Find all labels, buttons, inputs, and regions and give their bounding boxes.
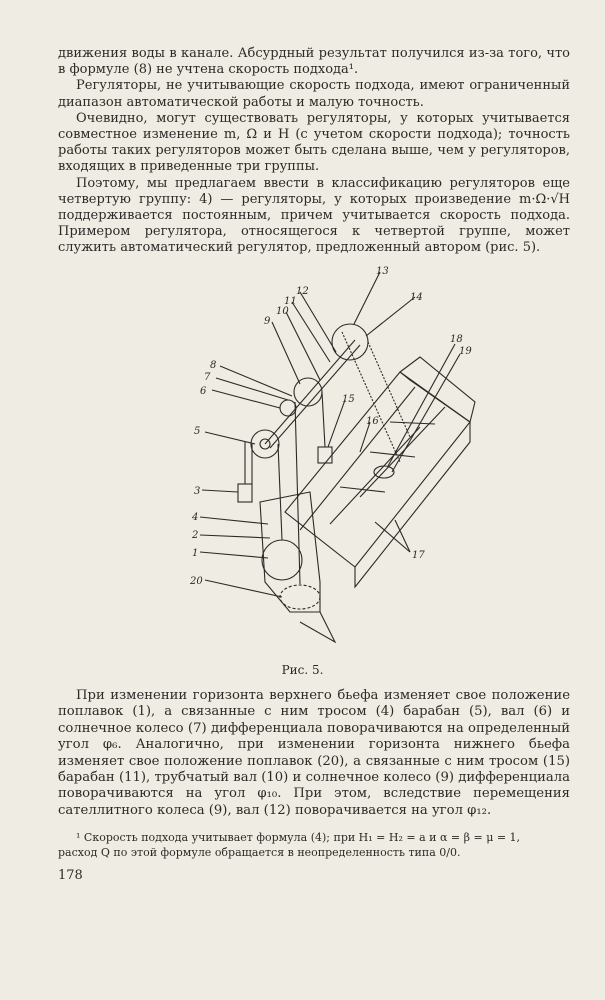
regulator-drawing	[170, 262, 490, 662]
footnote	[58, 830, 570, 860]
figure-label: 11	[284, 296, 297, 307]
figure-label: 2	[192, 530, 199, 541]
figure-label: 9	[264, 316, 271, 327]
paragraph: При изменении горизонта верхнего бьефа изменяет свое положение поплавок (1), а связанные с ним тросом (4) барабан (5), вал (6) и солнечное колесо (7) дифференциала поворачиваются на определенный угол φ₆. Аналогично, при изменении горизонта нижнего бьефа изменяет свое положение поплавок (20), а связанные с ним тросом (15) барабан (11), трубчатый вал (10) и солнечное колесо (9) дифференциала поворачиваются на угол φ₁₀. При этом, вследствие перемещения сателлитного колеса (9), вал (12) поворачивается на угол φ₁₂.	[58, 688, 570, 818]
figure-caption: Рис. 5.	[281, 663, 324, 677]
paragraph: Очевидно, могут существовать регуляторы, у которых учитывается совместное изменение m, Ω и H (с учетом скорости подхода); точность работы таких регуляторов может быть сделана выше, чем у регуляторов, входящих в приведенные три группы.	[58, 110, 570, 175]
figure-regulator-diagram	[170, 262, 490, 662]
figure-label: 1	[192, 548, 199, 559]
figure-label: 15	[342, 394, 355, 405]
paragraph: движения воды в канале. Абсурдный результат получился из-за того, что в формуле (8) не учтена скорость подхода¹.	[58, 46, 570, 78]
page-number: 178	[58, 868, 83, 883]
figure-label: 17	[412, 550, 425, 561]
paragraph: Поэтому, мы предлагаем ввести в классификацию регуляторов еще четвертую группу: 4) — регуляторы, у которых произведение m·Ω·√H поддерживается постоянным, причем учитывается скорость подхода. Примером регулятора, относящегося к четвертой группе, может служить автоматический регулятор, предложенный автором (рис. 5).	[58, 175, 570, 256]
figure-label: 13	[376, 266, 389, 277]
figure-label: 7	[204, 372, 211, 383]
text-block-top	[58, 46, 570, 257]
figure-label: 10	[276, 306, 289, 317]
figure-label: 6	[200, 386, 207, 397]
figure-label: 3	[194, 486, 201, 497]
footnote-line: ¹ Скорость подхода учитывает формула (4); при H₁ = H₂ = a и α = β = μ = 1,	[76, 831, 521, 844]
figure-label: 16	[366, 416, 379, 427]
figure-label: 18	[450, 334, 463, 345]
figure-label: 4	[192, 512, 199, 523]
figure-label: 12	[296, 286, 309, 297]
figure-label: 20	[190, 576, 203, 587]
text-block-bottom	[58, 688, 570, 819]
paragraph: Регуляторы, не учитывающие скорость подхода, имеют ограниченный диапазон автоматической работы и малую точность.	[58, 78, 570, 110]
footnote-line: расход Q по этой формуле обращается в неопределенность типа 0/0.	[58, 846, 461, 859]
figure-label: 19	[459, 346, 472, 357]
figure-label: 14	[410, 292, 423, 303]
figure-label: 8	[210, 360, 217, 371]
figure-label: 5	[194, 426, 201, 437]
